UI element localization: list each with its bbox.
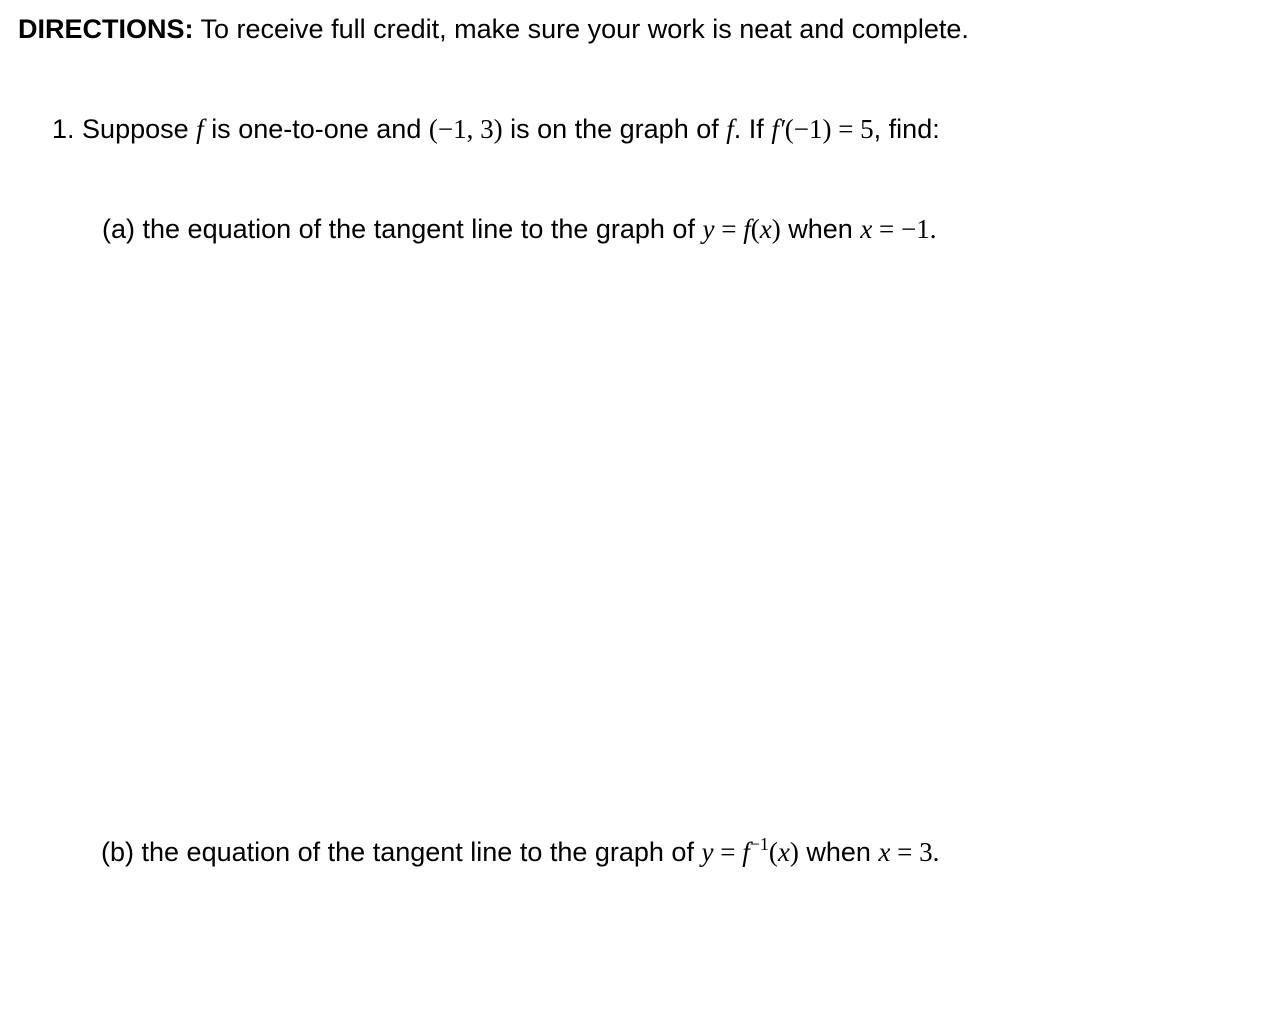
part-b-label: (b) xyxy=(101,837,134,867)
part-b-paren-open: ( xyxy=(768,837,778,867)
question-text-4: . If xyxy=(733,114,764,144)
directions-label: DIRECTIONS: xyxy=(18,14,194,44)
part-b-equals: = xyxy=(713,837,743,867)
part-b-value: = 3. xyxy=(890,837,940,867)
part-b-superscript: −1 xyxy=(749,834,769,854)
part-a xyxy=(102,213,936,245)
part-a-y: y xyxy=(702,214,715,244)
question-text-1: Suppose xyxy=(82,114,189,144)
directions-text: To receive full credit, make sure your work is neat and complete. xyxy=(200,14,969,44)
derivative-value: (−1) = 5 xyxy=(784,114,874,144)
part-b-f: f xyxy=(742,837,750,867)
part-a-when: when xyxy=(788,214,853,244)
part-a-value: = −1. xyxy=(872,214,937,244)
part-b-x: x xyxy=(777,837,790,867)
part-a-paren-close: ) xyxy=(771,214,781,244)
point: (−1, 3) xyxy=(428,114,503,144)
part-b-x2: x xyxy=(878,837,891,867)
part-a-x: x xyxy=(759,214,772,244)
directions xyxy=(18,13,969,45)
part-b-paren-close: ) xyxy=(789,837,799,867)
part-a-equals: = xyxy=(714,214,744,244)
question-text-3: is on the graph of xyxy=(510,114,719,144)
part-a-text: the equation of the tangent line to the graph of xyxy=(142,214,695,244)
part-b-when: when xyxy=(806,837,871,867)
derivative-f: f′ xyxy=(771,114,785,144)
part-a-paren-open: ( xyxy=(750,214,760,244)
question-text-5: , find: xyxy=(873,114,940,144)
part-a-label: (a) xyxy=(102,214,135,244)
part-b xyxy=(101,836,939,868)
part-b-text: the equation of the tangent line to the graph of xyxy=(141,837,694,867)
part-b-y: y xyxy=(701,837,714,867)
part-a-x2: x xyxy=(860,214,873,244)
question-number: 1. xyxy=(52,114,75,144)
part-a-f: f xyxy=(743,214,751,244)
question-text-2: is one-to-one and xyxy=(211,114,422,144)
function-f-2: f xyxy=(726,114,734,144)
question-1 xyxy=(52,113,940,145)
function-f: f xyxy=(196,114,204,144)
